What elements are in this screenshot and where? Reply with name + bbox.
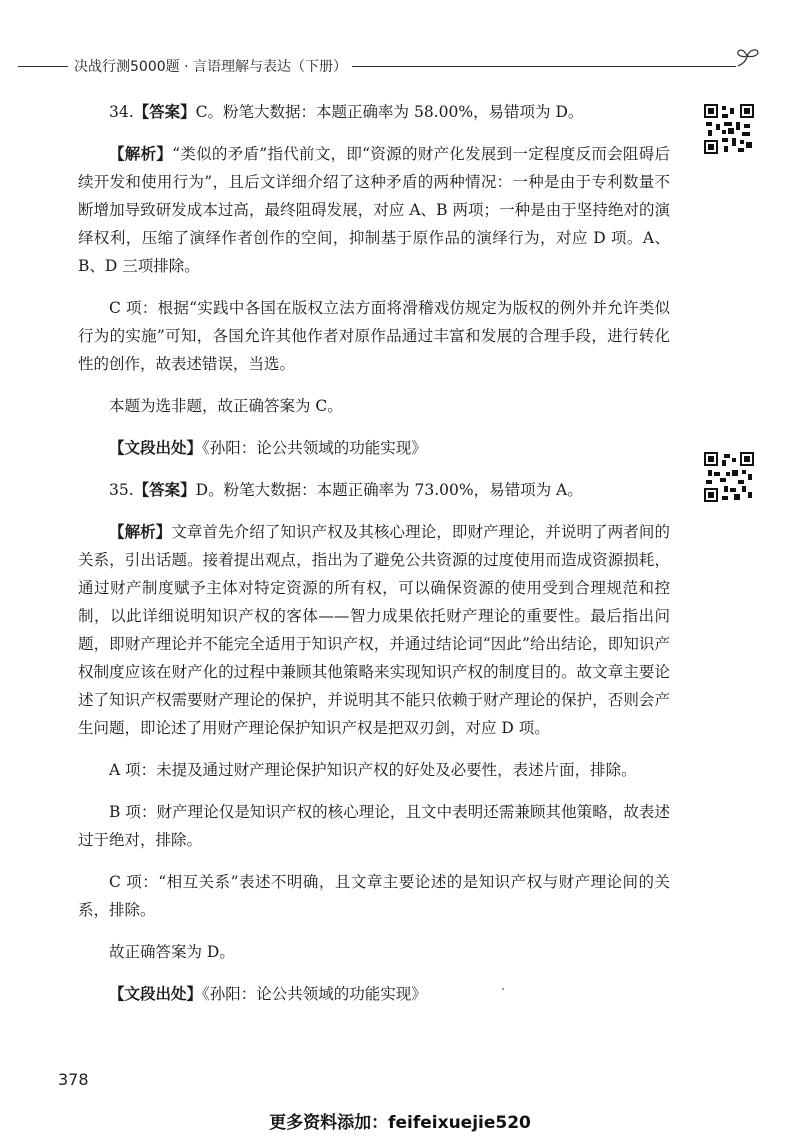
analysis-text: 文章首先介绍了知识产权及其核心理论，即财产理论，并说明了两者间的关系，引出话题。接着提出观点，指出为了避免公共资源的过度使用而造成资源损耗，通过财产制度赋予主体对特定资源的所有权，可以确保资源的使用受到合理规范和控制，以此详细说明知识产权的客体——智力成果依托财产理论的重要性。最后指出问题，即财产理论并不能完全适用于知识产权，并通过结论词“因此”给出结论，即知识产权制度应该在财产化的过程中兼顾其他策略来实现知识产权的制度目的。故文章主要论述了知识产权需要财产理论的保护，并说明其不能只依赖于财产理论的保护，否则会产生问题，即论述了用财产理论保护知识产权是把双刃剑，对应 D 项。	[78, 523, 670, 737]
q35-conclusion: 故正确答案为 D。	[109, 943, 235, 961]
qr-code-icon[interactable]	[704, 452, 754, 502]
answer-text: C。粉笔大数据：本题正确率为 58.00%，易错项为 D。	[195, 103, 584, 121]
running-header	[0, 54, 800, 78]
answer-tag: 【答案】	[133, 103, 196, 121]
source-text: 《孙阳：论公共领域的功能实现》	[202, 985, 427, 1003]
q35-answer	[78, 476, 670, 504]
question-number: 34.	[109, 103, 134, 121]
header-rule-right	[352, 66, 736, 67]
q34-answer	[78, 98, 670, 126]
q34-analysis	[78, 140, 670, 280]
scan-speck	[502, 988, 504, 990]
source-text: 《孙阳：论公共领域的功能实现》	[202, 439, 427, 457]
analysis-tag: 【解析】	[109, 145, 173, 163]
q35-option-b: B 项：财产理论仅是知识产权的核心理论，且文中表明还需兼顾其他策略，故表述过于绝对，排除。	[78, 803, 670, 849]
answer-text: D。粉笔大数据：本题正确率为 73.00%，易错项为 A。	[195, 481, 583, 499]
source-tag: 【文段出处】	[109, 985, 203, 1003]
source-tag: 【文段出处】	[109, 439, 203, 457]
q35-option-c: C 项：“相互关系”表述不明确，且文章主要论述的是知识产权与财产理论间的关系，排除。	[78, 873, 670, 919]
page-number: 378	[58, 1070, 89, 1089]
header-rule-left	[18, 66, 68, 67]
q35-analysis	[78, 518, 670, 742]
q34-conclusion: 本题为选非题，故正确答案为 C。	[109, 397, 343, 415]
footer-watermark: 更多资料添加：feifeixuejie520	[269, 1113, 531, 1133]
answer-tag: 【答案】	[133, 481, 196, 499]
sprout-icon	[732, 40, 762, 70]
q35-source	[78, 980, 670, 1008]
q35-option-a: A 项：未提及通过财产理论保护知识产权的好处及必要性，表述片面，排除。	[109, 761, 637, 779]
header-title: 决战行测5000题 · 言语理解与表达（下册）	[74, 59, 347, 75]
q34-source	[78, 434, 670, 462]
question-number: 35.	[109, 481, 134, 499]
qr-code-icon[interactable]	[704, 104, 754, 154]
analysis-tag: 【解析】	[109, 523, 172, 541]
q34-option-c: C 项：根据“实践中各国在版权立法方面将滑稽戏仿规定为版权的例外并允许类似行为的实施”可知，各国允许其他作者对原作品通过丰富和发展的合理手段，进行转化性的创作，故表述错误，当选。	[78, 299, 670, 373]
answer-explanations	[78, 98, 670, 1022]
analysis-text: “类似的矛盾”指代前文，即“资源的财产化发展到一定程度反而会阻碍后续开发和使用行为”，且后文详细介绍了这种矛盾的两种情况：一种是由于专利数量不断增加导致研发成本过高，最终阻碍发展，对应 A、B 两项；一种是由于坚持绝对的演绎权利，压缩了演绎作者创作的空间，抑制基于原作品的演绎行为，对应 D 项。A、B、D 三项排除。	[78, 145, 670, 275]
